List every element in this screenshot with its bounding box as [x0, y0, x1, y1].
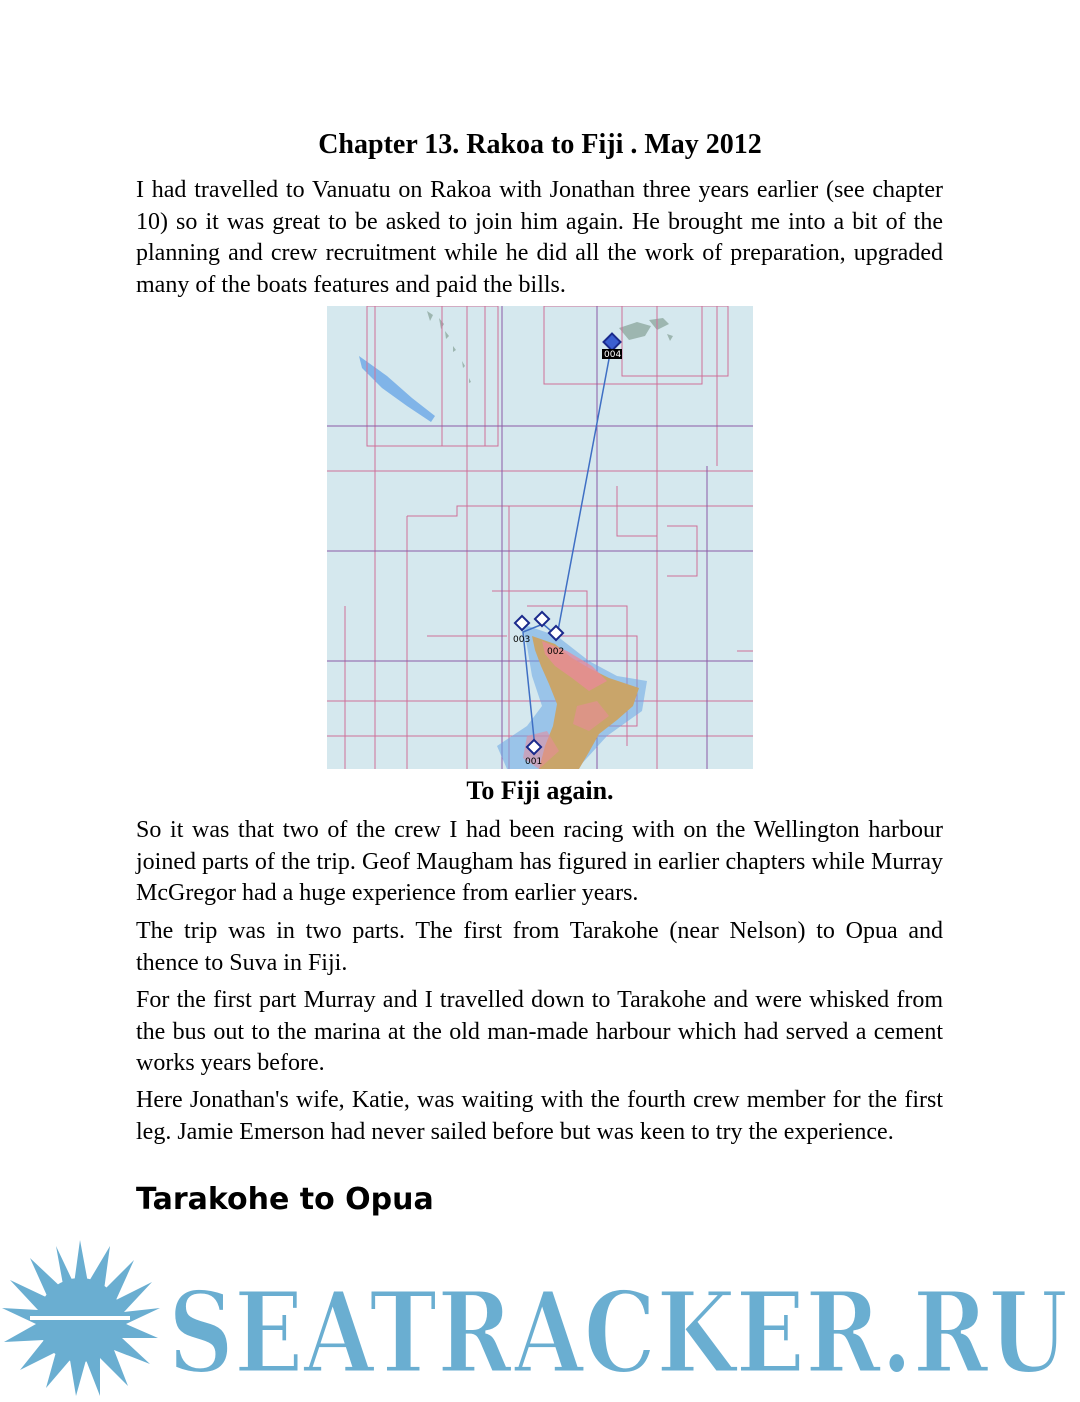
figure-caption: To Fiji again. [466, 776, 614, 805]
paragraph-intro: I had travelled to Vanuatu on Rakoa with Jonathan three years earlier (see chapter 10) so it was great to be asked to join him again. He brought me into a bit of the planning and crew recruitment while he did all the work of preparation, upgraded many of the boats features and paid the bills. [136, 177, 943, 298]
waypoint-label-003: 003 [513, 635, 531, 645]
paragraph-katie: Here Jonathan's wife, Katie, was waiting with the fourth crew member for the first leg. Jamie Emerson had never sailed before but was keen to try the experience. [136, 1087, 943, 1145]
waypoint-label-004: 004 [604, 350, 622, 360]
paragraph-crew: So it was that two of the crew I had been racing with on the Wellington harbour joined parts of the trip. Geof Maugham has figured in earlier chapters while Murray McGregor had a huge experience from earlier years. [136, 817, 943, 906]
watermark-text: SEATRACKER.RU [168, 1268, 1068, 1397]
section-heading: Tarakohe to Opua [136, 1182, 434, 1217]
route-map [327, 306, 753, 769]
paragraph-tarakohe: For the first part Murray and I travelled down to Tarakohe and were whisked from the bus out to the marina at the old man-made harbour which had served a cement works years before. [136, 987, 943, 1076]
waypoint-label-002: 002 [547, 647, 565, 657]
seatracker-watermark [0, 1238, 1080, 1397]
paragraph-trip-parts: The trip was in two parts. The first from Tarakohe (near Nelson) to Opua and thence to Suva in Fiji. [136, 918, 943, 976]
waypoint-label-001: 001 [525, 757, 543, 767]
chapter-title: Chapter 13. Rakoa to Fiji . May 2012 [318, 129, 762, 160]
